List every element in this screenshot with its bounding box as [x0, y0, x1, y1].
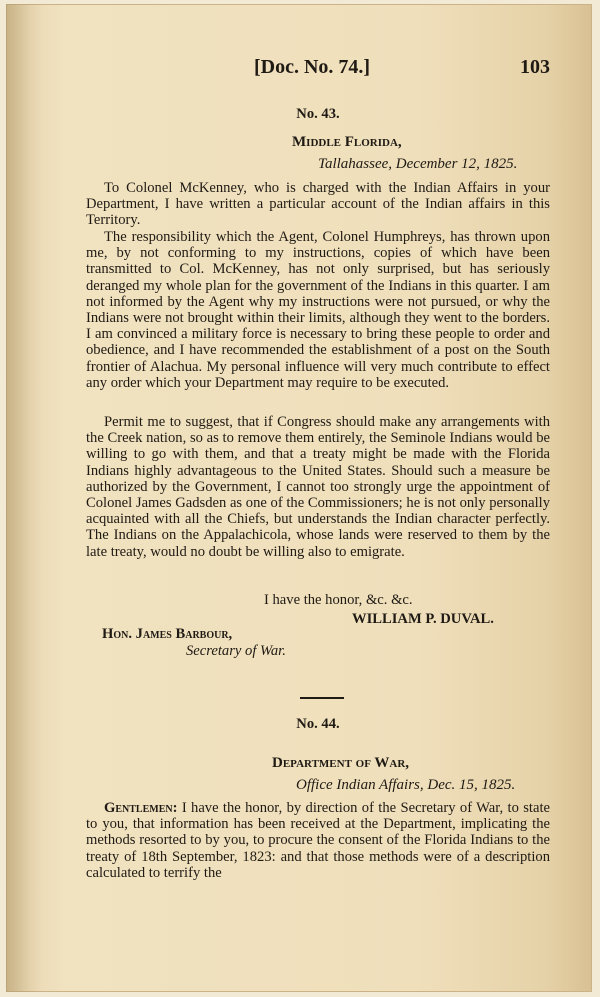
letter-paragraph: The responsibility which the Agent, Colonel Humphreys, has thrown upon me, by not conforming to my instructions, copies of which have been transmitted to Col. McKenney, has not only surprised, but has seriously deranged my whole plan for the government of the Indians in this quarter. I am not informed by the Agent why my instructions were not pursued, or why the Indians were not brought within their limits, although they went to the borders. I am convinced a military force is necessary to bring these people to order and obedience, and I have recommended the establishment of a post on the South frontier of Alachua. My personal influence will very much contribute to effect any order which your Department may require to be executed.: [86, 229, 550, 391]
addressee-name: Hon. James Barbour,: [102, 626, 233, 642]
letter-place: Department of War,: [272, 755, 410, 771]
letter-number: No. 44.: [296, 716, 340, 732]
addressee-title: Secretary of War.: [186, 643, 286, 659]
doc-number: [Doc. No. 74.]: [254, 56, 371, 78]
letter-dateline: Office Indian Affairs, Dec. 15, 1825.: [296, 777, 516, 793]
letter-dateline: Tallahassee, December 12, 1825.: [318, 156, 518, 172]
letter-number: No. 43.: [296, 106, 340, 122]
letter-body: I have the honor, by direction of the Secretary of War, to state to you, that information has been received at the Department, implicating the methods resorted to by you, to procure the consent of the Florida Indians to the treaty of 18th September, 1823: and that those methods were of a description calculated to terrify the: [86, 800, 550, 881]
letter-closing: I have the honor, &c. &c.: [264, 592, 413, 608]
section-divider: [300, 697, 344, 699]
page-header: [86, 56, 550, 84]
letter-paragraph: To Colonel McKenney, who is charged with the Indian Affairs in your Department, I have written a particular account of the Indian affairs in this Territory.: [86, 180, 550, 229]
letter-paragraph: Permit me to suggest, that if Congress should make any arrangements with the Creek nation, so as to remove them entirely, the Seminole Indians would be willing to go with them, and that a treaty might be made with the Florida Indians highly advantageous to the United States. Should such a measure be authorized by the Government, I cannot too strongly urge the appointment of Colonel James Gadsden as one of the Commissioners; he is not only personally acquainted with all the Chiefs, but understands the Indian character perfectly. The Indians on the Appalachicola, whose lands were reserved to them by the late treaty, would no doubt be willing also to emigrate.: [86, 414, 550, 560]
letter-paragraph: [86, 800, 550, 881]
page-number: 103: [520, 56, 550, 78]
salutation: Gentlemen:: [104, 800, 178, 816]
letter-signature: WILLIAM P. DUVAL.: [352, 611, 494, 627]
letter-place: Middle Florida,: [292, 134, 402, 150]
